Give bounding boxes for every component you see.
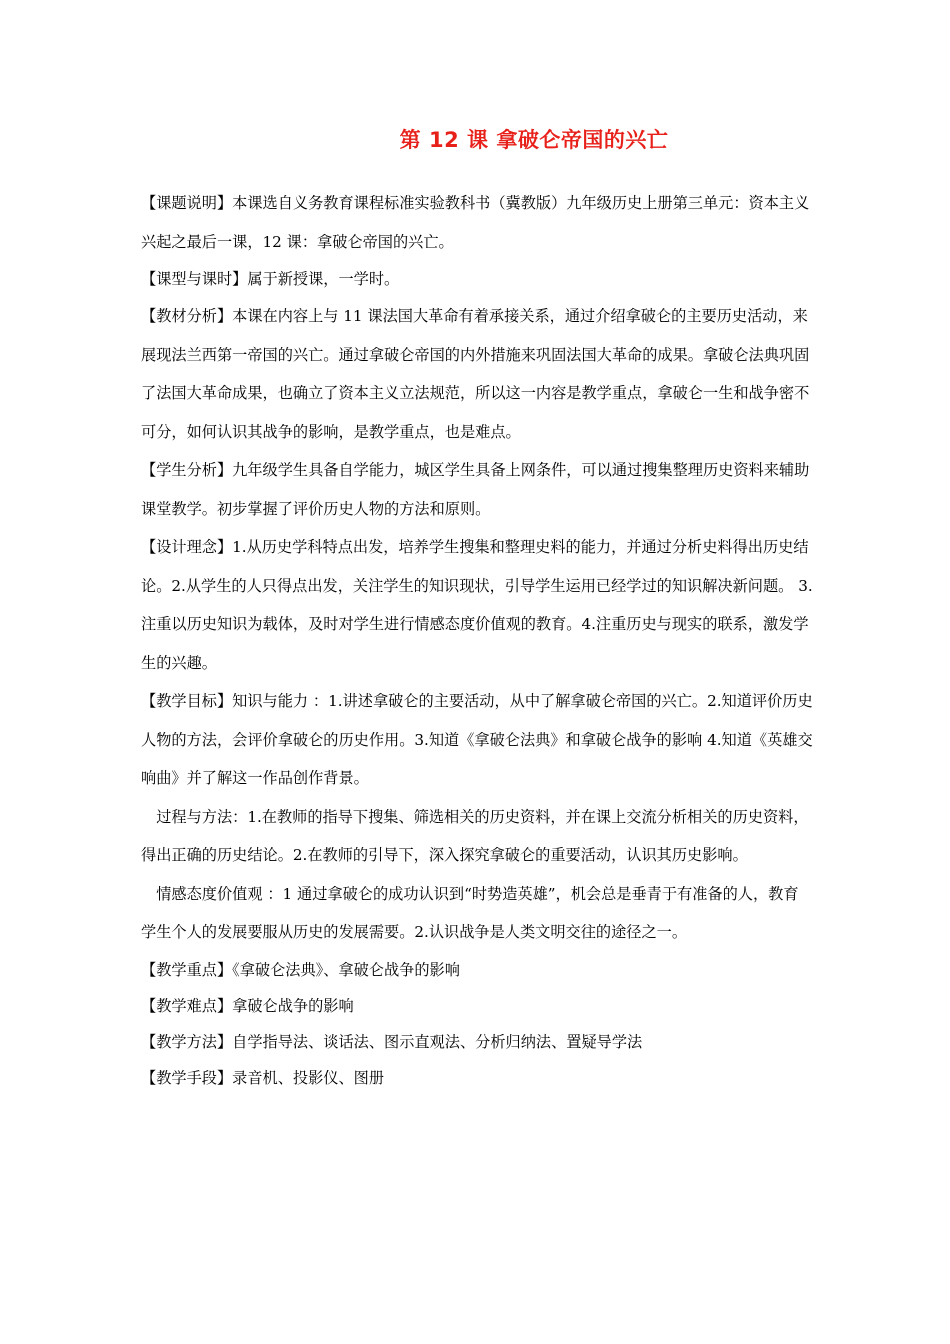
paragraph-methods <box>141 1024 813 1060</box>
paragraph-text: 拿破仑战争的影响 <box>232 996 354 1015</box>
paragraph-label: 【学生分析】 <box>141 461 233 479</box>
paragraph-text: 1.从历史学科特点出发，培养学生搜集和整理史料的能力，并通过分析史料得出历史结论。2.从学生的人只得点出发，关注学生的知识现状，引导学生运用已经学过的知识解决新问题。 3.注重以历史知识为载体，及时对学生进行情感态度价值观的教育。4.注重历史与现实的联系，激发学生的兴趣。 <box>141 538 813 672</box>
paragraph-process-method <box>141 798 813 875</box>
paragraph-text: 录音机、投影仪、图册 <box>232 1068 384 1087</box>
paragraph-tools <box>141 1060 813 1096</box>
paragraph-text: 自学指导法、谈话法、图示直观法、分析归纳法、置疑导学法 <box>232 1032 643 1051</box>
paragraph-student-analysis <box>141 451 813 528</box>
paragraph-text: 过程与方法：1.在教师的指导下搜集、筛选相关的历史资料，并在课上交流分析相关的历史资料，得出正确的历史结论。2.在教师的引导下，深入探究拿破仑的重要活动，认识其历史影响。 <box>141 807 809 864</box>
paragraph-label: 【教学重点】 <box>141 960 233 979</box>
paragraph-emotion-values <box>141 875 813 952</box>
paragraph-text: 本课在内容上与 11 课法国大革命有着承接关系，通过介绍拿破仑的主要历史活动，来展现法兰西第一帝国的兴亡。通过拿破仑帝国的内外措施来巩固法国大革命的成果。拿破仑法典巩固了法国大革命成果，也确立了资本主义立法规范，所以这一内容是教学重点，拿破仑一生和战争密不可分，如何认识其战争的影响，是教学重点，也是难点。 <box>141 307 810 441</box>
paragraph-label: 【设计理念】 <box>141 538 233 556</box>
paragraph-teaching-goals <box>141 682 813 798</box>
paragraph-text: 本课选自义务教育课程标准实验教科书（冀教版）九年级历史上册第三单元：资本主义兴起之最后一课，12 课：拿破仑帝国的兴亡。 <box>141 194 810 251</box>
paragraph-text: 属于新授课，一学时。 <box>247 270 400 288</box>
paragraph-text: 《拿破仑法典》、拿破仑战争的影响 <box>232 960 460 979</box>
paragraph-lesson-type <box>141 261 813 297</box>
paragraph-text: 九年级学生具备自学能力，城区学生具备上网条件，可以通过搜集整理历史资料来辅助课堂教学。初步掌握了评价历史人物的方法和原则。 <box>141 461 810 518</box>
paragraph-topic <box>141 184 813 261</box>
paragraph-label: 【教学手段】 <box>141 1068 233 1087</box>
paragraph-label: 【教学难点】 <box>141 996 233 1015</box>
paragraph-key-points <box>141 952 813 988</box>
page-title: 第 12 课 拿破仑帝国的兴亡 <box>399 128 669 152</box>
paragraph-difficulties <box>141 988 813 1024</box>
paragraph-label: 【课题说明】 <box>141 194 233 212</box>
paragraph-label: 【教学目标】 <box>141 692 233 710</box>
paragraph-material-analysis <box>141 297 813 451</box>
paragraph-label: 【课型与课时】 <box>141 270 248 288</box>
paragraph-label: 【教材分析】 <box>141 307 233 325</box>
paragraph-text: 知识与能力 ：1.讲述拿破仑的主要活动，从中了解拿破仑帝国的兴亡。2.知道评价历史人物的方法，会评价拿破仑的历史作用。3.知道《拿破仑法典》和拿破仑战争的影响 4.知道《英雄交响曲》并了解这一作品创作背景。 <box>141 692 813 787</box>
paragraph-text: 情感态度价值观 ：1 通过拿破仑的成功认识到“时势造英雄”，机会总是垂青于有准备的人，教育学生个人的发展要服从历史的发展需要。2.认识战争是人类文明交往的途径之一。 <box>141 884 799 941</box>
paragraph-design-concept <box>141 528 813 682</box>
paragraph-label: 【教学方法】 <box>141 1032 233 1051</box>
document-body <box>141 184 813 1096</box>
